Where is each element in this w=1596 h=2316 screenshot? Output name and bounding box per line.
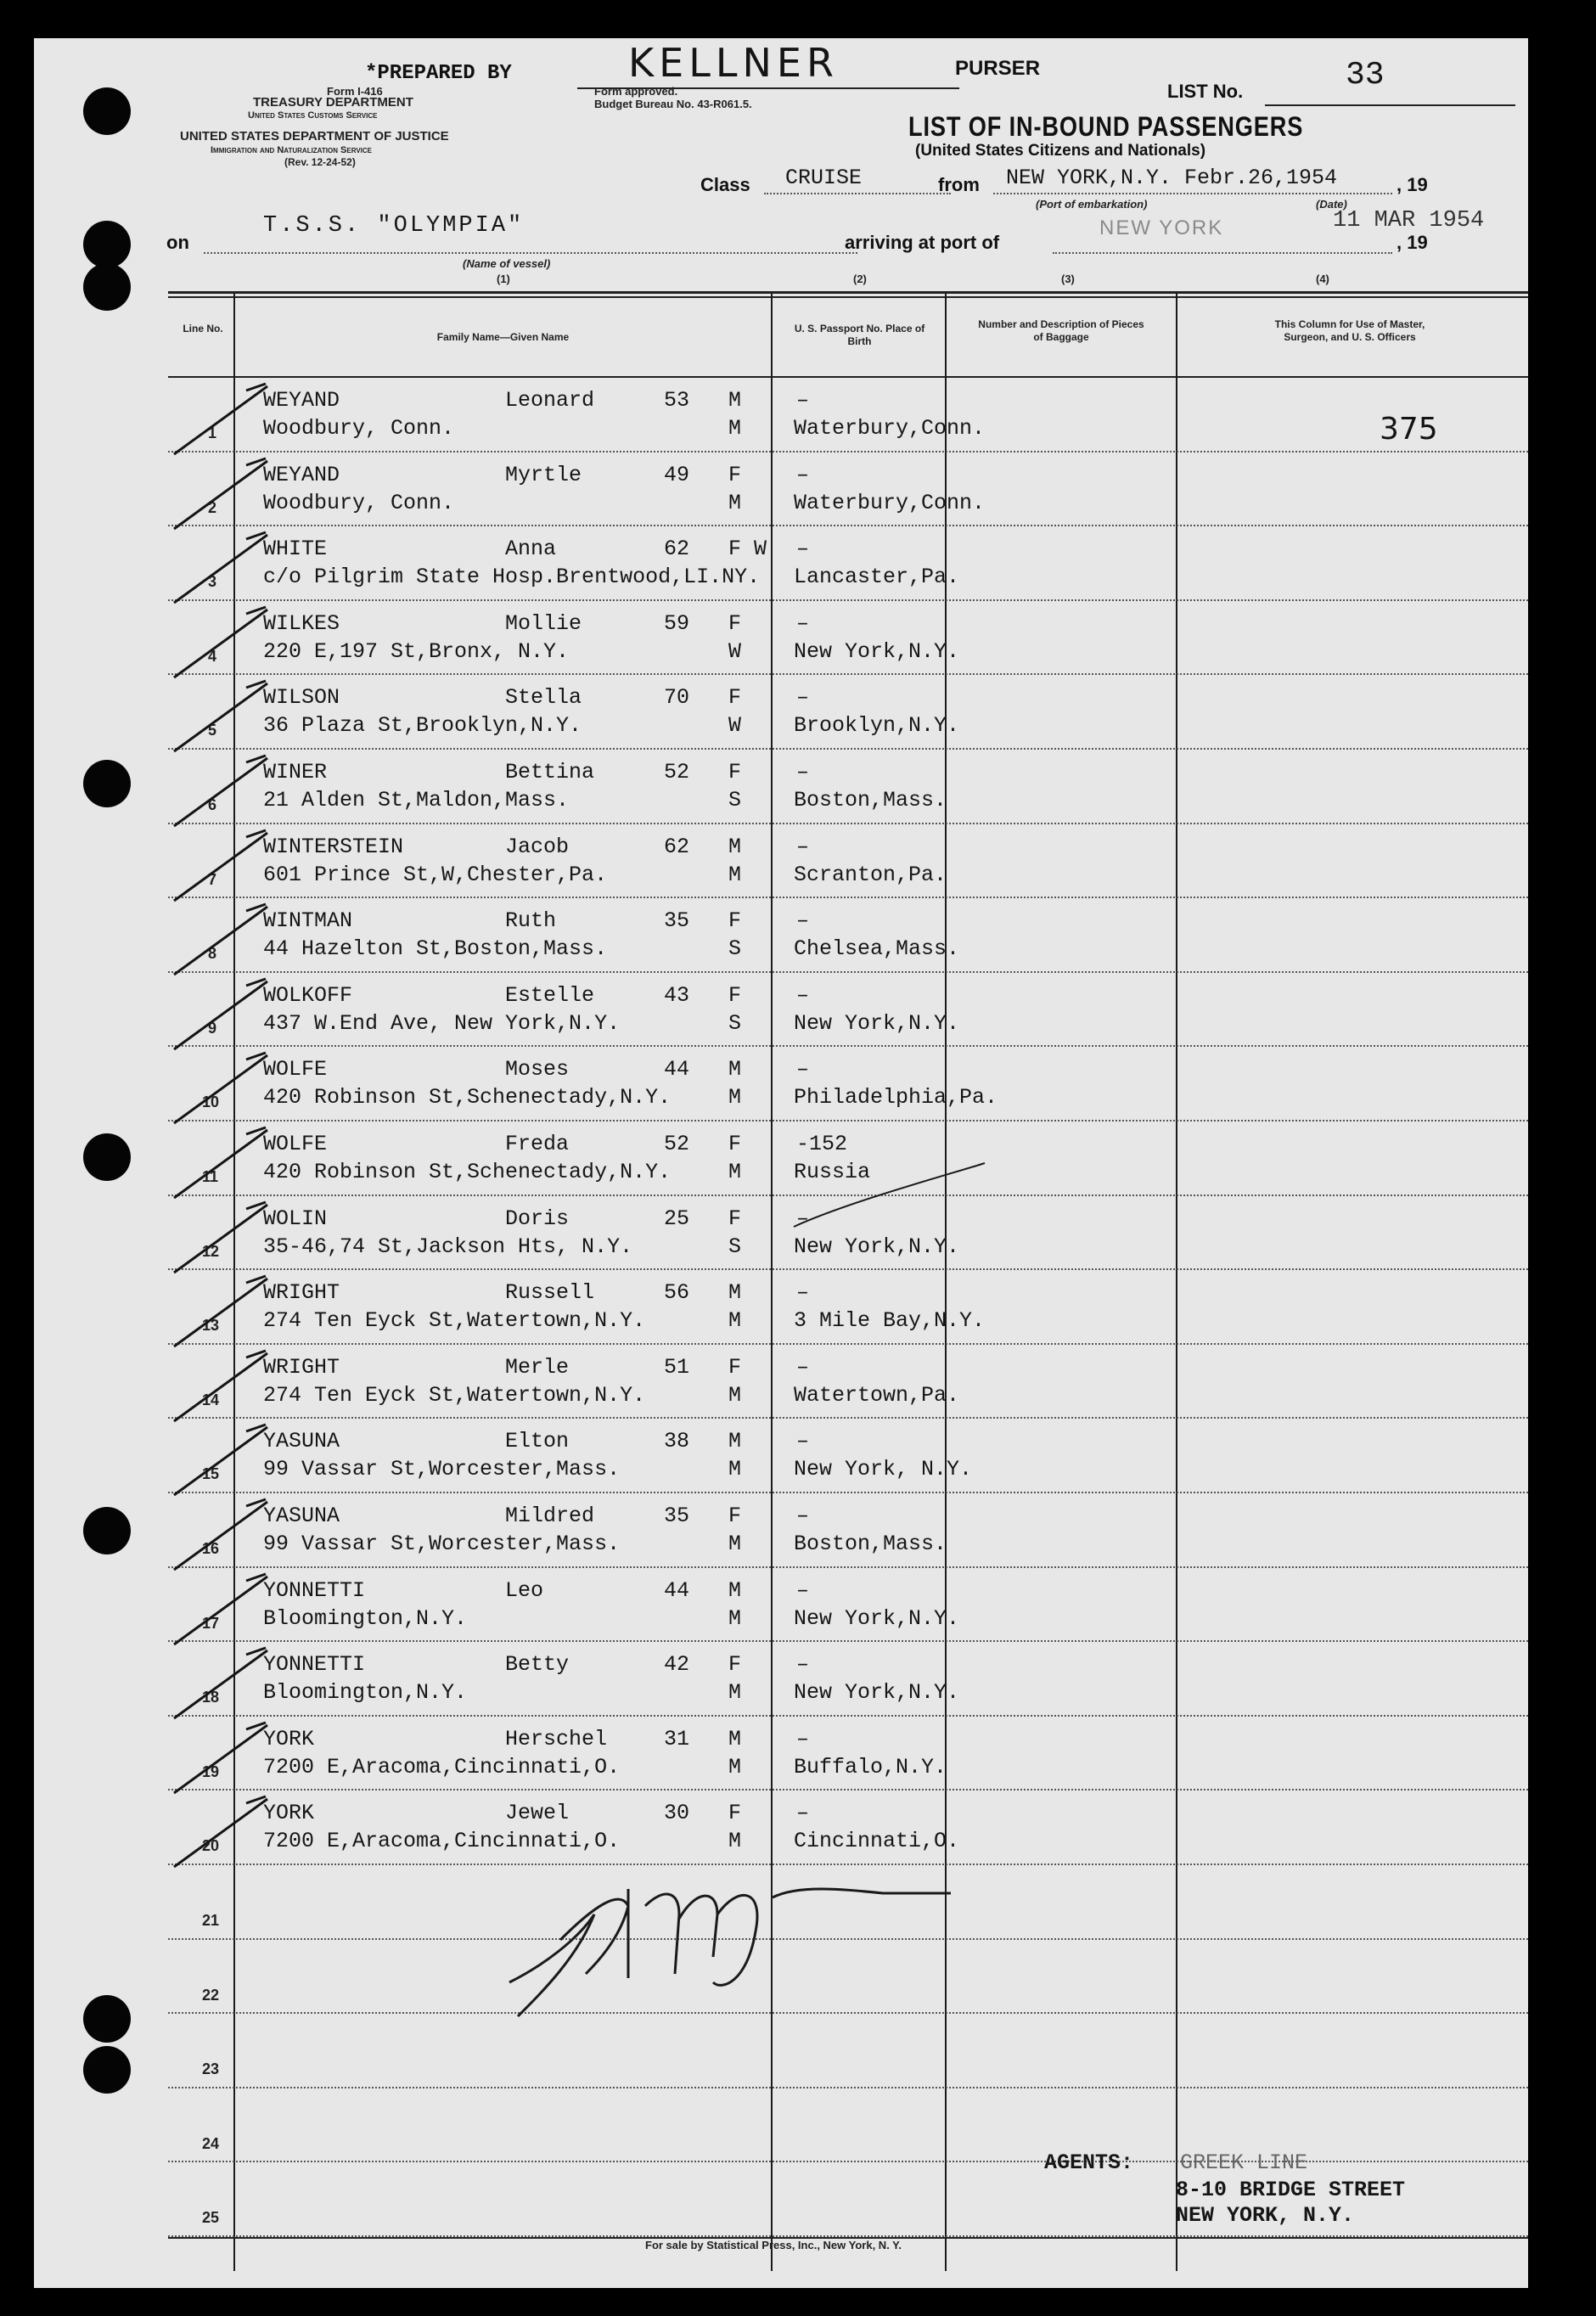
sex: M: [728, 1577, 742, 1603]
birthplace: Buffalo,N.Y.: [794, 1754, 947, 1779]
family-name: WILKES: [263, 610, 340, 636]
birthplace: Brooklyn,N.Y.: [794, 713, 960, 739]
col-header-passport: U. S. Passport No. Place of Birth: [794, 323, 925, 347]
on-label: on: [166, 232, 189, 253]
family-name: WOLFE: [263, 1132, 328, 1156]
sex: F: [728, 1132, 742, 1156]
passport-no: –: [796, 388, 810, 413]
row-divider: [168, 2012, 1528, 2014]
given-name: Leonard: [505, 388, 595, 413]
vessel-line: [204, 252, 857, 254]
passport-no: –: [796, 908, 810, 934]
sex: M: [728, 1057, 742, 1082]
class-line: [764, 193, 951, 194]
address: 437 W.End Ave, New York,N.Y.: [263, 1010, 621, 1036]
col-header-name: Family Name—Given Name: [436, 331, 570, 343]
sex: F: [728, 1652, 742, 1678]
arrival-date-stamp: 11 MAR 1954: [1333, 208, 1485, 233]
given-name: Stella: [505, 685, 582, 711]
marital-status: M: [728, 1085, 742, 1110]
given-name: Betty: [505, 1652, 570, 1678]
address: 274 Ten Eyck St,Watertown,N.Y.: [263, 1308, 646, 1334]
marital-status: M: [728, 416, 742, 441]
agents-line-1: GREEK LINE: [1180, 2150, 1308, 2175]
family-name: WOLFE: [263, 1057, 328, 1082]
family-name: YORK: [263, 1726, 315, 1751]
marital-status: S: [728, 1010, 742, 1036]
birthplace: Waterbury,Conn.: [794, 490, 986, 515]
family-name: WRIGHT: [263, 1354, 340, 1380]
row-divider: [168, 673, 1528, 675]
marital-status: M: [728, 1754, 742, 1779]
address: Bloomington,N.Y.: [263, 1680, 468, 1706]
line-number: 13: [202, 1317, 220, 1335]
age: 52: [664, 760, 690, 784]
binder-hole: [83, 1507, 131, 1554]
row-divider: [168, 1566, 1528, 1568]
address: 601 Prince St,W,Chester,Pa.: [263, 862, 608, 887]
given-name: Jewel: [505, 1801, 570, 1826]
sex: F: [728, 982, 742, 1008]
given-name: Jacob: [505, 834, 570, 859]
marital-status: M: [728, 1382, 742, 1408]
family-name: YONNETTI: [263, 1652, 366, 1678]
address: 36 Plaza St,Brooklyn,N.Y.: [263, 713, 582, 739]
address: Woodbury, Conn.: [263, 490, 455, 515]
passport-no: –: [796, 1726, 810, 1751]
agents-label: AGENTS:: [1044, 2150, 1134, 2175]
passport-no: –: [796, 1280, 810, 1306]
line-number: 10: [202, 1093, 220, 1111]
address: 44 Hazelton St,Boston,Mass.: [263, 936, 608, 962]
address: 220 E,197 St,Bronx, N.Y.: [263, 638, 570, 664]
address: 99 Vassar St,Worcester,Mass.: [263, 1457, 621, 1482]
given-name: Mildred: [505, 1504, 595, 1528]
birthplace: Lancaster,Pa.: [794, 565, 960, 590]
sex: F: [728, 760, 742, 784]
given-name: Myrtle: [505, 462, 582, 487]
row-divider: [168, 1715, 1528, 1717]
col-header-officers: This Column for Use of Master, Surgeon, and U. S. Officers: [1274, 318, 1425, 343]
line-number: 16: [202, 1540, 220, 1557]
agents-line-2: 8-10 BRIDGE STREET: [1176, 2178, 1406, 2202]
row-divider: [168, 823, 1528, 824]
sex: M: [728, 1429, 742, 1454]
row-divider: [168, 971, 1528, 973]
immigration-service: Immigration and Naturalization Service: [211, 145, 373, 155]
birthplace: Boston,Mass.: [794, 788, 947, 812]
birthplace: Boston,Mass.: [794, 1532, 947, 1556]
family-name: YASUNA: [263, 1504, 340, 1528]
birthplace: New York,N.Y.: [794, 1234, 960, 1259]
address: 21 Alden St,Maldon,Mass.: [263, 788, 570, 812]
vessel-name: T.S.S. "OLYMPIA": [263, 213, 525, 239]
vessel-caption: (Name of vessel): [463, 257, 551, 270]
age: 59: [664, 610, 690, 636]
passport-no: –: [796, 1577, 810, 1603]
row-divider: [168, 1640, 1528, 1642]
revision: (Rev. 12-24-52): [284, 156, 356, 168]
line-number: 18: [202, 1689, 220, 1706]
age: 49: [664, 462, 690, 487]
sex: F: [728, 1504, 742, 1528]
address: 35-46,74 St,Jackson Hts, N.Y.: [263, 1234, 633, 1259]
sex: F: [728, 908, 742, 934]
arrival-port-stamp: NEW YORK: [1099, 216, 1224, 239]
given-name: Estelle: [505, 982, 595, 1008]
line-number: 12: [202, 1242, 220, 1260]
address: 274 Ten Eyck St,Watertown,N.Y.: [263, 1382, 646, 1408]
form-number: Form I-416: [327, 85, 383, 98]
line-number: 7: [208, 870, 217, 888]
line-number: 6: [208, 796, 217, 813]
birthplace: New York,N.Y.: [794, 1680, 960, 1706]
form-subtitle: (United States Citizens and Nationals): [915, 142, 1206, 160]
table-top-rule: [168, 291, 1528, 294]
officer-note: 375: [1380, 412, 1438, 447]
customs-service: United States Customs Service: [248, 110, 378, 121]
age: 51: [664, 1354, 690, 1380]
list-no-label: LIST No.: [1167, 81, 1244, 102]
family-name: YORK: [263, 1801, 315, 1826]
row-divider: [168, 1268, 1528, 1270]
prepared-by-label: *PREPARED BY: [365, 62, 512, 85]
family-name: WRIGHT: [263, 1280, 340, 1306]
age: 70: [664, 685, 690, 711]
marital-status: M: [728, 1605, 742, 1631]
row-divider: [168, 599, 1528, 601]
agents-line-3: NEW YORK, N.Y.: [1176, 2203, 1355, 2228]
line-number: 9: [208, 1019, 217, 1037]
table-top-rule-2: [168, 296, 1528, 298]
marital-status: M: [728, 1457, 742, 1482]
address: 99 Vassar St,Worcester,Mass.: [263, 1532, 621, 1556]
line-number: 1: [208, 424, 217, 441]
age: 35: [664, 1504, 690, 1528]
line-number: 4: [208, 647, 217, 665]
from-value: NEW YORK,N.Y. Febr.26,1954: [1006, 166, 1338, 190]
caption-3: (3): [1061, 273, 1075, 285]
passport-no: -152: [796, 1132, 848, 1156]
date-caption: (Date): [1316, 198, 1347, 211]
sex: F: [728, 1354, 742, 1380]
binder-hole: [83, 87, 131, 135]
row-divider: [168, 897, 1528, 898]
sex: M: [728, 388, 742, 413]
address: 420 Robinson St,Schenectady,N.Y.: [263, 1085, 672, 1110]
sex: F: [728, 1801, 742, 1826]
line-number: 21: [202, 1912, 220, 1929]
row-divider: [168, 2087, 1528, 2088]
age: 53: [664, 388, 690, 413]
given-name: Mollie: [505, 610, 582, 636]
age: 44: [664, 1577, 690, 1603]
purser-label: PURSER: [955, 57, 1041, 80]
age: 31: [664, 1726, 690, 1751]
check-mark-icon: [166, 1786, 284, 1880]
birthplace: New York,N.Y.: [794, 1605, 960, 1631]
budget-bureau: Budget Bureau No. 43-R061.5.: [594, 98, 752, 110]
age: 38: [664, 1429, 690, 1454]
family-name: WILSON: [263, 685, 340, 711]
marital-status: M: [728, 1160, 742, 1184]
form-approved: Form approved.: [594, 85, 678, 98]
row-divider: [168, 1789, 1528, 1790]
row-divider: [168, 1045, 1528, 1047]
family-name: WINTERSTEIN: [263, 834, 404, 859]
birthplace: 3 Mile Bay,N.Y.: [794, 1308, 986, 1334]
family-name: WOLKOFF: [263, 982, 353, 1008]
sex: F W: [728, 537, 767, 562]
passport-no: –: [796, 537, 810, 562]
col-header-line-no: Line No.: [183, 323, 223, 334]
marital-status: M: [728, 1532, 742, 1556]
line-number: 15: [202, 1465, 220, 1483]
passport-no: –: [796, 982, 810, 1008]
arrival-line: [1053, 252, 1392, 254]
marital-status: S: [728, 1234, 742, 1259]
age: 43: [664, 982, 690, 1008]
sex: F: [728, 610, 742, 636]
year-label-2: , 19: [1396, 232, 1428, 253]
age: 52: [664, 1132, 690, 1156]
family-name: YASUNA: [263, 1429, 340, 1454]
age: 62: [664, 834, 690, 859]
arriving-label: arriving at port of: [845, 232, 1000, 253]
address: 7200 E,Aracoma,Cincinnati,O.: [263, 1829, 621, 1854]
age: 35: [664, 908, 690, 934]
age: 62: [664, 537, 690, 562]
line-number: 14: [202, 1391, 220, 1408]
col-header-baggage: Number and Description of Pieces of Baggage: [978, 318, 1144, 343]
marital-status: W: [728, 638, 742, 664]
given-name: Moses: [505, 1057, 570, 1082]
given-name: Elton: [505, 1429, 570, 1454]
given-name: Ruth: [505, 908, 557, 934]
marital-status: M: [728, 1308, 742, 1334]
binder-hole: [83, 1133, 131, 1181]
line-number: 24: [202, 2134, 220, 2152]
address: Bloomington,N.Y.: [263, 1605, 468, 1631]
age: 25: [664, 1206, 690, 1231]
year-label-1: , 19: [1396, 174, 1428, 195]
binder-hole: [83, 1995, 131, 2043]
line-number: 23: [202, 2060, 220, 2078]
sex: F: [728, 1206, 742, 1231]
row-divider: [168, 1195, 1528, 1196]
birthplace: New York, N.Y.: [794, 1457, 973, 1482]
sex: F: [728, 685, 742, 711]
list-no: 33: [1346, 57, 1385, 93]
row-divider: [168, 1938, 1528, 1940]
sex: M: [728, 1726, 742, 1751]
treasury-dept: TREASURY DEPARTMENT: [253, 95, 413, 110]
family-name: WEYAND: [263, 388, 340, 413]
passport-no: –: [796, 462, 810, 487]
marital-status: S: [728, 936, 742, 962]
row-divider: [168, 525, 1528, 526]
line-number: 2: [208, 498, 217, 516]
binder-hole: [83, 2046, 131, 2094]
row-divider: [168, 1417, 1528, 1419]
given-name: Merle: [505, 1354, 570, 1380]
col-divider-4: [1176, 293, 1177, 2271]
binder-hole: [83, 760, 131, 807]
marital-status: M: [728, 1680, 742, 1706]
marital-status: M: [728, 1829, 742, 1854]
binder-hole: [83, 263, 131, 311]
birthplace: Philadelphia,Pa.: [794, 1085, 998, 1110]
sex: F: [728, 462, 742, 487]
footer-printer: For sale by Statistical Press, Inc., New York, N. Y.: [645, 2239, 902, 2251]
port-embark-caption: (Port of embarkation): [1036, 198, 1148, 211]
line-number: 25: [202, 2209, 220, 2227]
passport-no: –: [796, 834, 810, 859]
given-name: Anna: [505, 537, 557, 562]
row-divider: [168, 1343, 1528, 1345]
passport-no: –: [796, 1504, 810, 1528]
col-divider-2: [771, 293, 773, 2271]
birthplace: Waterbury,Conn.: [794, 416, 986, 441]
passport-no: –: [796, 1057, 810, 1082]
family-name: WEYAND: [263, 462, 340, 487]
given-name: Russell: [505, 1280, 595, 1306]
given-name: Leo: [505, 1577, 544, 1603]
passport-no: –: [796, 1652, 810, 1678]
address: c/o Pilgrim State Hosp.Brentwood,LI.NY.: [263, 565, 761, 590]
manifest-page: [34, 38, 1528, 2288]
marital-status: M: [728, 490, 742, 515]
caption-2: (2): [853, 273, 867, 285]
row-divider: [168, 1863, 1528, 1865]
from-line: [993, 193, 1392, 194]
row-divider: [168, 2161, 1528, 2162]
caption-1: (1): [497, 273, 510, 285]
col-divider-3: [945, 293, 947, 2271]
address: Woodbury, Conn.: [263, 416, 455, 441]
justice-dept: UNITED STATES DEPARTMENT OF JUSTICE: [180, 129, 449, 143]
birthplace: Russia: [794, 1160, 871, 1184]
given-name: Freda: [505, 1132, 570, 1156]
sex: M: [728, 834, 742, 859]
given-name: Herschel: [505, 1726, 608, 1751]
age: 56: [664, 1280, 690, 1306]
birthplace: Cincinnati,O.: [794, 1829, 960, 1854]
from-label: from: [938, 174, 980, 195]
passport-no: –: [796, 1429, 810, 1454]
age: 42: [664, 1652, 690, 1678]
birthplace: New York,N.Y.: [794, 638, 960, 664]
row-divider: [168, 748, 1528, 750]
address: 420 Robinson St,Schenectady,N.Y.: [263, 1160, 672, 1184]
passport-no: –: [796, 1801, 810, 1826]
form-title: LIST OF IN-BOUND PASSENGERS: [908, 111, 1304, 142]
line-number: 3: [208, 573, 217, 591]
family-name: WOLIN: [263, 1206, 328, 1231]
row-divider: [168, 1492, 1528, 1493]
birthplace: Scranton,Pa.: [794, 862, 947, 887]
family-name: WINER: [263, 760, 328, 784]
sex: M: [728, 1280, 742, 1306]
line-number: 20: [202, 1837, 220, 1855]
given-name: Doris: [505, 1206, 570, 1231]
passport-no: –: [796, 1354, 810, 1380]
birthplace: New York,N.Y.: [794, 1010, 960, 1036]
marital-status: S: [728, 788, 742, 812]
passport-no: –: [796, 610, 810, 636]
table-header-rule: [168, 376, 1528, 378]
class-value: CRUISE: [785, 166, 863, 190]
birthplace: Watertown,Pa.: [794, 1382, 960, 1408]
line-number: 8: [208, 945, 217, 963]
age: 44: [664, 1057, 690, 1082]
passport-no: –: [796, 1206, 810, 1231]
line-number: 19: [202, 1762, 220, 1780]
binder-hole: [83, 221, 131, 268]
line-number: 11: [202, 1168, 219, 1185]
age: 30: [664, 1801, 690, 1826]
family-name: WINTMAN: [263, 908, 353, 934]
marital-status: W: [728, 713, 742, 739]
class-label: Class: [700, 174, 750, 195]
row-divider: [168, 1120, 1528, 1121]
passport-no: –: [796, 760, 810, 784]
prepared-by-name: KELLNER: [628, 40, 839, 86]
family-name: WHITE: [263, 537, 328, 562]
marital-status: M: [728, 862, 742, 887]
line-number: 5: [208, 722, 217, 739]
line-number: 22: [202, 1986, 220, 2004]
family-name: YONNETTI: [263, 1577, 366, 1603]
address: 7200 E,Aracoma,Cincinnati,O.: [263, 1754, 621, 1779]
line-number: 17: [202, 1614, 220, 1632]
row-divider: [168, 451, 1528, 453]
birthplace: Chelsea,Mass.: [794, 936, 960, 962]
passport-no: –: [796, 685, 810, 711]
list-no-underline: [1265, 104, 1515, 106]
given-name: Bettina: [505, 760, 595, 784]
caption-4: (4): [1316, 273, 1329, 285]
